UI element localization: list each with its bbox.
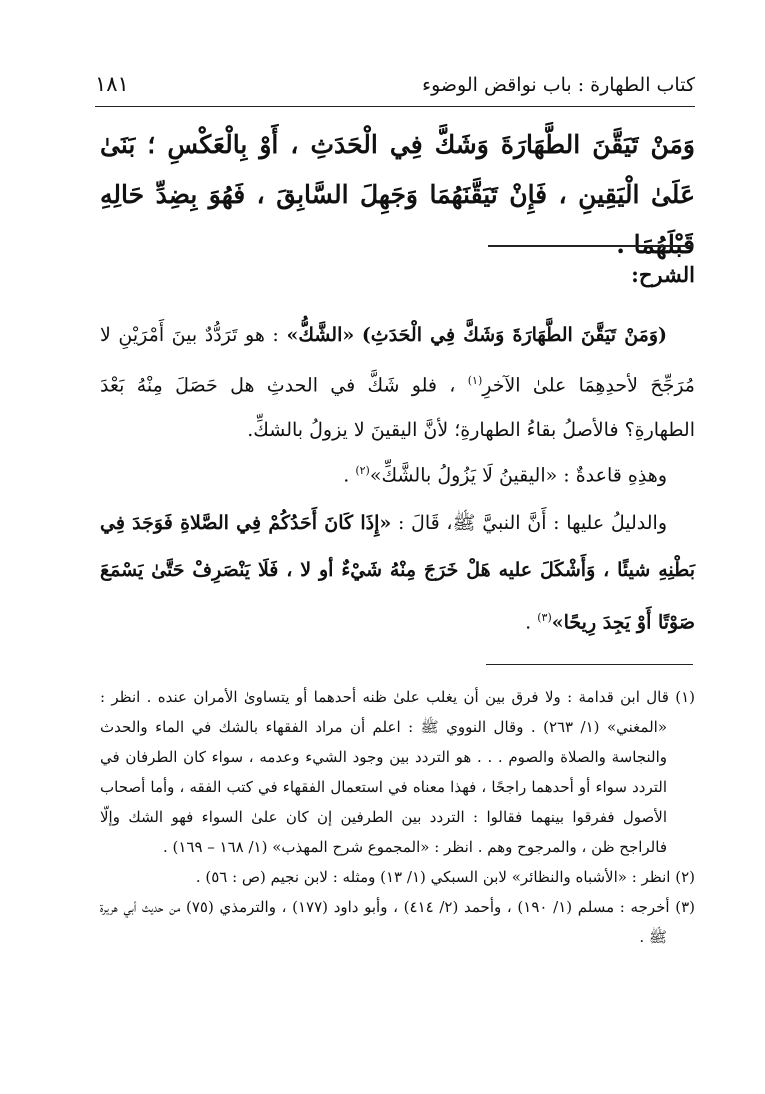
header-divider xyxy=(95,106,695,107)
footnote-ref-1[interactable]: (١) xyxy=(467,374,483,387)
footnote-2: (٢) انظر : «الأشباه والنظائر» لابن السبكي (١/ ١٣) ومثله : لابن نجيم (ص : ٥٦) . xyxy=(195,868,695,886)
page-number: ١٨١ xyxy=(95,72,129,96)
explanation-text: ، فلو شَكَّ في الحدثِ هل حَصَلَ مِنْهُ بَعْدَ الطهارةِ؟ فالأصلُ بقاءُ الطهارةِ؛ لأنَّ اليقينَ لا يزولُ بالشكِّ. xyxy=(100,374,695,442)
definition-text: : هو تَرَدُّدٌ بينَ أَمْرَيْنِ لا مُرَجِّحَ لأحدِهِمَا علىٰ الآخرِ xyxy=(100,324,695,397)
footnote-3: (٣) أخرجه : مسلم (١/ ١٩٠) ، وأحمد (٢/ ٤١٤) ، وأبو داود (١٧٧) ، والترمذي (٧٥) من حديث أبي هريرة ﷺ . xyxy=(100,898,696,946)
footnote-ref-2[interactable]: (٢) xyxy=(355,464,370,477)
sharh-paragraph-3 xyxy=(100,500,695,646)
hadith-text: «إِذَا كَانَ أَحَدُكُمْ فِي الصَّلاةِ فَوَجَدَ فِي بَطْنِهِ شيئًا ، وَأَشْكَلَ عليه هَلْ خَرَجَ مِنْهُ شَيْءٌ أو لا ، فَلَا يَنْصَرِفْ حَتَّىٰ يَسْمَعَ صَوْتًا أَوْ يَجِدَ رِيحًا» xyxy=(100,512,695,634)
rule-end: . xyxy=(343,464,350,487)
sharh-paragraph-2 xyxy=(100,451,695,495)
footnote-divider xyxy=(486,664,693,665)
evidence-intro: والدليلُ عليها : أَنَّ النبيَّ ﷺ، قَالَ : xyxy=(397,512,668,534)
hadith-end: . xyxy=(525,611,532,634)
running-header xyxy=(95,70,695,106)
matn-text: وَمَنْ تَيَقَّنَ الطَّهَارَةَ وَشَكَّ فِي الْحَدَثِ ، أَوْ بِالْعَكْسِ ؛ بَنَىٰ عَلَىٰ الْيَقِينِ ، فَإِنْ تَيَقَّنَهُمَا وَجَهِلَ السَّابِقَ ، فَهُوَ بِضِدِّ حَالِهِ قَبْلَهُمَا . xyxy=(100,130,695,259)
footnotes xyxy=(100,682,695,952)
chapter-title: كتاب الطهارة : باب نواقض الوضوء xyxy=(422,74,695,96)
footnote-1: (١) قال ابن قدامة : ولا فرق بين أن يغلب علىٰ ظنه أحدهما أو يتساوىٰ الأمران عنده . انظر : «المغني» (١/ ٢٦٣) . وقال النووي ﷺ : اعلم أن مراد الفقهاء بالشك في الماء والحدث والنجاسة والصلاة والصوم . . . هو التردد بين وجود الشيء وعدمه ، سواء كان الطرفان في التردد سواء أو أحدهما راجحًا ، فهذا معناه في استعمال الفقهاء في كتب الفقه ، وأما أصحاب الأصول ففرقوا بينهما فقالوا : التردد بين الطرفين إن كان علىٰ السواء فهو الشك وإلّا فالراجح ظن ، والمرجوح وهم . انظر : «المجموع شرح المهذب» (١/ ١٦٨ – ١٦٩) . xyxy=(100,688,695,856)
sharh-paragraph-1 xyxy=(100,313,695,453)
quoted-matn: (وَمَنْ تَيَقَّنَ الطَّهَارَةَ وَشَكَّ فِي الْحَدَثِ) xyxy=(361,324,668,346)
sharh-heading: الشرح: xyxy=(631,262,695,287)
rule-statement: وهذِهِ قاعدةٌ : «اليقينُ لَا يَزُولُ بالشَّكِّ» xyxy=(369,464,667,487)
footnote-ref-3[interactable]: (٣) xyxy=(537,611,552,624)
defined-term: «الشَّكُّ» xyxy=(286,324,355,346)
matn-divider xyxy=(488,245,693,247)
